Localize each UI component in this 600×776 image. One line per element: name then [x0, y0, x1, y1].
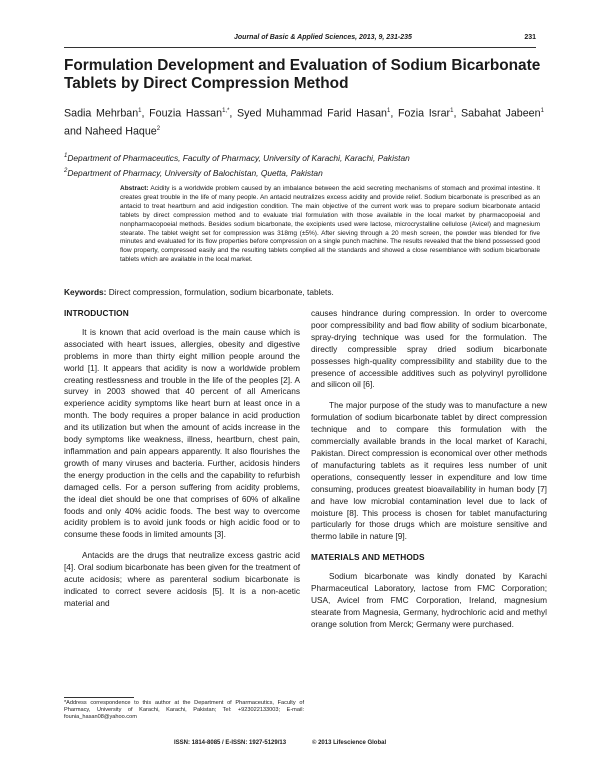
author: Fouzia Hassan: [149, 107, 223, 120]
header-rule: [64, 47, 536, 48]
paragraph: The major purpose of the study was to manufacture a new formulation of sodium bicarbonate tablet by direct compression technique and to compare this formulation with the commercially available brands in the local market of Karachi, Pakistan. Direct compression is economical over other methods of manufacturing tablets as it requires less number of unit operations, consequently lesser in expenditure and low time consuming, produces greatest bioavailability in human body [7] and have low microbial contamination level due to lack of moisture [8]. This process is chosen for tablet manufacturing particularly for those drugs which are moisture sensitive and thermo labile in nature [9].: [311, 400, 547, 542]
journal-citation: Journal of Basic & Applied Sciences, 2013, 9, 231-235: [234, 34, 412, 41]
paragraph: It is known that acid overload is the main cause which is associated with heart issues, allergies, obesity and digestive problems in more than thirty eight million people around the world [1]. It appears that acidity is now a worldwide problem creating restlessness and trouble in the life of the peoples [2]. A survey in 2003 showed that 40 percent of all Americans experience acidity symptoms like heart burn at least once in a month. The body requires a proper balance in acid production and its utilization but when the amount of acids increase in the body symptoms like weakness, illness, heartburn, chest pain, inflammation and pain appears apparently. It also flourishes the growth of many viruses and bacteria. Further, acidosis hinders the energy production in the cells and the capability to refurbish damaged cells. For a person suffering from acidity problems, the ideal diet should be one that comprises of 60% of alkaline foods and only 40% acidic foods. The best way to overcome acidity problem is to avoid junk foods or high acidic food or to consume these foods in limited amounts [3].: [64, 326, 300, 540]
page-number: 231: [524, 34, 536, 41]
paper-title: Formulation Development and Evaluation of Sodium Bicarbonate Tablets by Direct Compression Method: [64, 57, 541, 92]
author-affiliation-mark: 1: [450, 108, 454, 114]
issn: ISSN: 1814-8085 / E-ISSN: 1927-5129/13: [174, 740, 287, 746]
right-column: [311, 308, 547, 640]
keywords-label: Keywords:: [64, 287, 107, 297]
author: Naheed Haque: [84, 125, 157, 138]
section-heading-methods: MATERIALS AND METHODS: [311, 552, 425, 563]
author: Sadia Mehrban: [64, 107, 139, 120]
paragraph: Antacids are the drugs that neutralize excess gastric acid [4]. Oral sodium bicarbonate has been given for the treatment of acute acidosis; where as parenteral sodium bicarbonate is indicated to correct severe acidosis [5]. It is a non-acetic material and: [64, 550, 300, 608]
author-affiliation-mark: 1,*: [222, 108, 230, 114]
publisher: © 2013 Lifescience Global: [312, 740, 387, 746]
paragraph: Sodium bicarbonate was kindly donated by Karachi Pharmaceutical Laboratory, lactose from FMC Corporation; USA, Avicel from FMC Corporation, Ireland, magnesium stearate from Magnesia, Germany, hydrochloric acid and methyl orange solution from Merck; Germany were purchased.: [311, 571, 547, 629]
abstract: [120, 185, 540, 265]
author: Syed Muhammad Farid Hasan: [237, 107, 387, 120]
author-affiliation-mark: 1: [386, 108, 391, 114]
author: Sabahat Jabeen: [461, 107, 541, 120]
author: Fozia Israr: [397, 107, 451, 120]
correspondence-footnote: *Address correspondence to this author at the Department of Pharmaceutics, Faculty of Pharmacy, University of Karachi, Karachi, Pakistan; Tel: +923022133003; E-mail: founia_hasan08@yahoo.com: [64, 700, 304, 720]
author-affiliation-mark: 1: [540, 108, 544, 114]
affiliation-2: $^2$Department of Pharmacy, University of Balochistan, Quetta, Pakistan: [64, 168, 323, 178]
footnote-rule: [64, 697, 134, 698]
section-heading-introduction: INTRODUCTION: [64, 308, 129, 318]
paragraph: causes hindrance during compression. In order to overcome poor compressibility and bad flow ability of sodium bicarbonate, spray-drying technique was used for the formulation. The directly compressible spray dried sodium bicarbonate possesses high-quality compressibility and stability due to the presence of accessible additives such as polyvinyl pyrollidone and silicon oil [6].: [311, 308, 547, 390]
keywords: [64, 287, 544, 297]
abstract-label: Abstract:: [120, 185, 149, 192]
affiliation-1: $^1$Department of Pharmaceutics, Faculty of Pharmacy, University of Karachi, Karachi, Pakistan: [64, 153, 410, 163]
author-affiliation-mark: 2: [156, 125, 161, 132]
left-column: [64, 308, 300, 619]
running-header: [64, 34, 536, 46]
keywords-text: Direct compression, formulation, sodium bicarbonate, tablets.: [108, 287, 334, 297]
author-list: Sadia Mehrban$^1$, Fouzia Hassan$^{1,*}$, Syed Muhammad Farid Hasan$^1$, Fozia Israr$^1$, Sabahat Jabeen$^1$ and Naheed Haque$^2$: [64, 107, 544, 138]
author-affiliation-mark: 1: [138, 108, 142, 114]
abstract-text: Acidity is a worldwide problem caused by an imbalance between the acid secreting mechanisms of stomach and proximal intestine. It creates great trouble in the life of many people. An antacid neutralizes excess acidity and provide relief. Sodium bicarbonate is prescribed as an antacid to treat heartburn and acid indigestion condition. The main objective of the current work was to prepare sodium bicarbonate antacid tablets by direct compression method and to evaluate trial formulation with those available in the local market by pharmacopoeial and nonpharmacopoeial methods. Besides sodium bicarbonate, the excipients used were lactose, microcrystalline cellulose (Avicel) and magnesium stearate. The tablet weight set for compression was 318mg (±5%). After sieving through a 20 mesh screen, the powder was blended for five minutes and evaluated for its flow properties before compression on a single punch machine. The results revealed that the blend possessed good flow property, compressed easily and the resulting tablets complied all the standards and showed a close resemblance with sodium bicarbonate tablets which are available in the local market.: [120, 185, 540, 264]
